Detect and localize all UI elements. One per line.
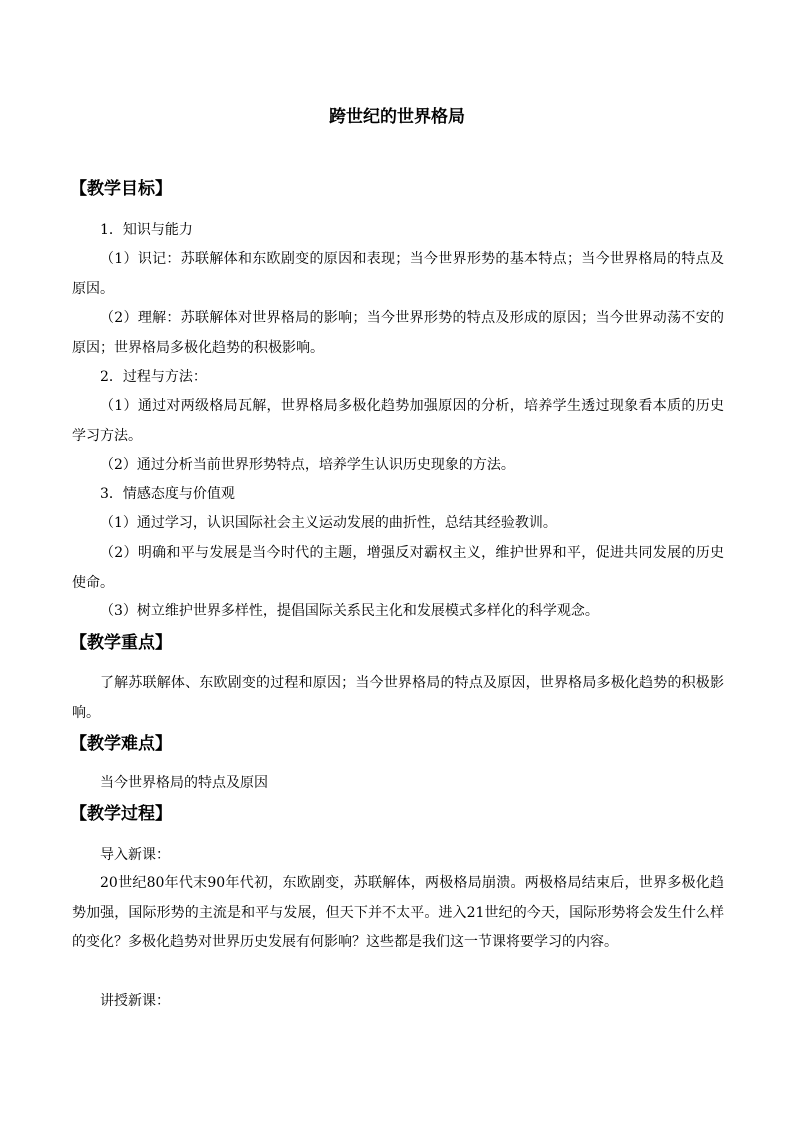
- process-paragraph-1: （1）通过对两级格局瓦解，世界格局多极化趋势加强原因的分析，培养学生透过现象看本质的历史学习方法。: [72, 398, 724, 444]
- emotion-paragraph-3: （3）树立维护世界多样性，提倡国际关系民主化和发展模式多样化的科学观念。: [100, 603, 599, 619]
- knowledge-paragraph-2: （2）理解：苏联解体对世界格局的影响；当今世界形势的特点及形成的原因；当今世界动荡不安的原因；世界格局多极化趋势的积极影响。: [72, 310, 724, 356]
- intro-paragraph: 20世纪80年代末90年代初，东欧剧变，苏联解体，两极格局崩溃。两极格局结束后，世界多极化趋势加强，国际形势的主流是和平与发展，但天下并不太平。进入21世纪的今天，国际形势将会发生什么样的变化？多极化趋势对世界历史发展有何影响？这些都是我们这一节课将要学习的内容。: [72, 875, 724, 950]
- document-title: 跨世纪的世界格局: [329, 107, 465, 127]
- difficulties-text: 当今世界格局的特点及原因: [100, 775, 268, 791]
- process-subtitle: 2．过程与方法：: [100, 369, 207, 385]
- heading-objectives: 【教学目标】: [70, 179, 172, 199]
- emotion-paragraph-2: （2）明确和平与发展是当今时代的主题，增强反对霸权主义，维护世界和平，促进共同发展的历史使命。: [72, 545, 724, 591]
- knowledge-paragraph-1: （1）识记：苏联解体和东欧剧变的原因和表现；当今世界形势的基本特点；当今世界格局的特点及原因。: [72, 251, 724, 297]
- emotion-paragraph-1: （1）通过学习，认识国际社会主义运动发展的曲折性，总结其经验教训。: [100, 515, 557, 531]
- heading-key-points: 【教学重点】: [70, 633, 172, 653]
- knowledge-subtitle: 1．知识与能力: [100, 222, 193, 238]
- emotion-subtitle: 3．情感态度与价值观: [100, 486, 235, 502]
- intro-label: 导入新课：: [100, 847, 170, 863]
- heading-process: 【教学过程】: [70, 804, 172, 824]
- lecture-label: 讲授新课：: [100, 993, 170, 1009]
- process-paragraph-2: （2）通过分析当前世界形势特点，培养学生认识历史现象的方法。: [100, 457, 515, 473]
- heading-difficulties: 【教学难点】: [70, 734, 172, 754]
- key-points-text: 了解苏联解体、东欧剧变的过程和原因；当今世界格局的特点及原因，世界格局多极化趋势的积极影响。: [72, 675, 724, 721]
